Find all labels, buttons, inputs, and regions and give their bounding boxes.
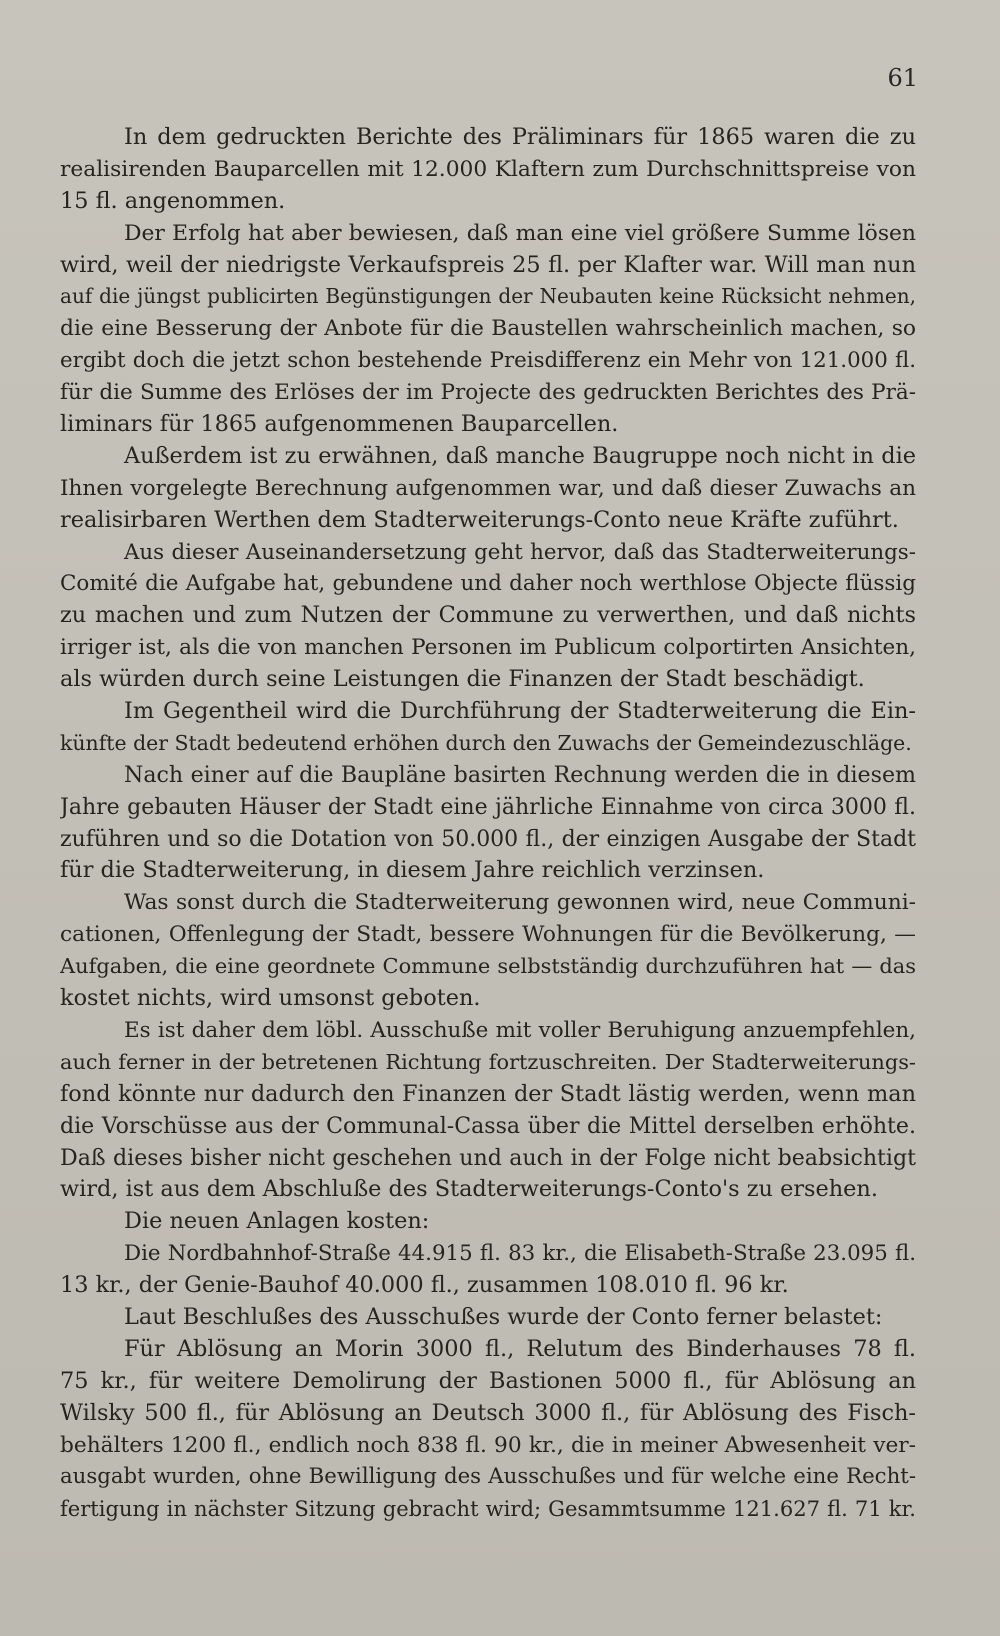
text-line: ergibt doch die jetzt schon bestehende Preisdifferenz ein Mehr von 121.000 fl. [60, 348, 916, 374]
text-line: fertigung in nächster Sitzung gebracht wird; Gesammtsumme 121.627 fl. 71 kr. [60, 1496, 916, 1522]
text-line: für die Summe des Erlöses der im Projecte des gedruckten Berichtes des Prä- [60, 380, 916, 406]
text-line: auch ferner in der betretenen Richtung fortzuschreiten. Der Stadterweiterungs- [60, 1049, 916, 1074]
text-line: 13 kr., der Genie-Bauhof 40.000 fl., zusammen 108.010 fl. 96 kr. [60, 1272, 789, 1299]
text-line: Die Nordbahnhof-Straße 44.915 fl. 83 kr., die Elisabeth-Straße 23.095 fl. [124, 1241, 916, 1267]
text-line: realisirbaren Werthen dem Stadterweiterungs-Conto neue Kräfte zuführt. [60, 506, 899, 533]
text-line: Es ist daher dem löbl. Ausschuße mit voller Beruhigung anzuempfehlen, [124, 1017, 916, 1043]
text-line: zuführen und so die Dotation von 50.000 fl., der einzigen Ausgabe der Stadt [60, 826, 916, 852]
text-line: liminars für 1865 aufgenommenen Bauparcellen. [60, 411, 619, 438]
text-line: behälters 1200 fl., endlich noch 838 fl. 90 kr., die in meiner Abwesenheit ver- [60, 1432, 916, 1458]
text-line: 75 kr., für weitere Demolirung der Bastionen 5000 fl., für Ablösung an [60, 1367, 916, 1394]
body-text [60, 122, 916, 1525]
text-line: In dem gedruckten Berichte des Präliminars für 1865 waren die zu [124, 124, 916, 150]
text-line: 15 fl. angenommen. [60, 187, 286, 214]
text-line: die Vorschüsse aus der Communal-Cassa über die Mittel derselben erhöhte. [60, 1113, 916, 1139]
text-line: wird, weil der niedrigste Verkaufspreis 25 fl. per Klafter war. Will man nun [60, 251, 916, 278]
text-line: auf die jüngst publicirten Begünstigungen der Neubauten keine Rücksicht nehmen, [60, 284, 916, 309]
text-line: Außerdem ist zu erwähnen, daß manche Baugruppe noch nicht in die [124, 442, 916, 469]
text-line: für die Stadterweiterung, in diesem Jahre reichlich verzinsen. [60, 857, 765, 884]
text-line: als würden durch seine Leistungen die Finanzen der Stadt beschädigt. [60, 666, 865, 693]
text-line: irriger ist, als die von manchen Personen im Publicum colportirten Ansichten, [60, 635, 916, 661]
text-line: Was sonst durch die Stadterweiterung gewonnen wird, neue Communi- [124, 890, 916, 916]
text-line: Jahre gebauten Häuser der Stadt eine jährliche Einnahme von circa 3000 fl. [60, 794, 916, 820]
text-line: Der Erfolg hat aber bewiesen, daß man eine viel größere Summe lösen [124, 220, 916, 246]
text-line: Wilsky 500 fl., für Ablösung an Deutsch 3000 fl., für Ablösung des Fisch- [60, 1399, 916, 1426]
text-line: kostet nichts, wird umsonst geboten. [60, 985, 481, 1012]
text-line: cationen, Offenlegung der Stadt, bessere Wohnungen für die Bevölkerung, — [60, 922, 916, 948]
text-line: ausgabt wurden, ohne Bewilligung des Ausschußes und für welche eine Recht- [60, 1464, 916, 1490]
text-line: Aus dieser Auseinandersetzung geht hervor, daß das Stadterweiterungs- [124, 539, 916, 565]
text-line: die eine Besserung der Anbote für die Baustellen wahrscheinlich machen, so [60, 316, 916, 342]
text-line: Daß dieses bisher nicht geschehen und auch in der Folge nicht beabsichtigt [60, 1145, 916, 1171]
text-line: Nach einer auf die Baupläne basirten Rechnung werden die in diesem [124, 761, 916, 788]
text-line: Aufgaben, die eine geordnete Commune selbstständig durchzuführen hat — das [60, 954, 916, 979]
text-line: Laut Beschlußes des Ausschußes wurde der Conto ferner belastet: [124, 1303, 883, 1330]
text-line: Für Ablösung an Morin 3000 fl., Relutum des Binderhauses 78 fl. [124, 1335, 916, 1362]
text-line: künfte der Stadt bedeutend erhöhen durch den Zuwachs der Gemeindezuschläge. [60, 730, 912, 755]
text-line: Ihnen vorgelegte Berechnung aufgenommen war, und daß dieser Zuwachs an [60, 475, 916, 501]
text-line: zu machen und zum Nutzen der Commune zu verwerthen, und daß nichts [60, 602, 916, 629]
text-line: Comité die Aufgabe hat, gebundene und daher noch werthlose Objecte flüssig [60, 571, 916, 597]
text-line: Im Gegentheil wird die Durchführung der Stadterweiterung die Ein- [124, 698, 916, 725]
text-line: fond könnte nur dadurch den Finanzen der Stadt lästig werden, wenn man [60, 1080, 916, 1107]
page-number: 61 [887, 64, 918, 92]
text-line: wird, ist aus dem Abschluße des Stadterweiterungs-Conto's zu ersehen. [60, 1176, 878, 1203]
text-line: Die neuen Anlagen kosten: [124, 1208, 430, 1235]
text-line: realisirenden Bauparcellen mit 12.000 Klaftern zum Durchschnittspreise von [60, 156, 916, 182]
